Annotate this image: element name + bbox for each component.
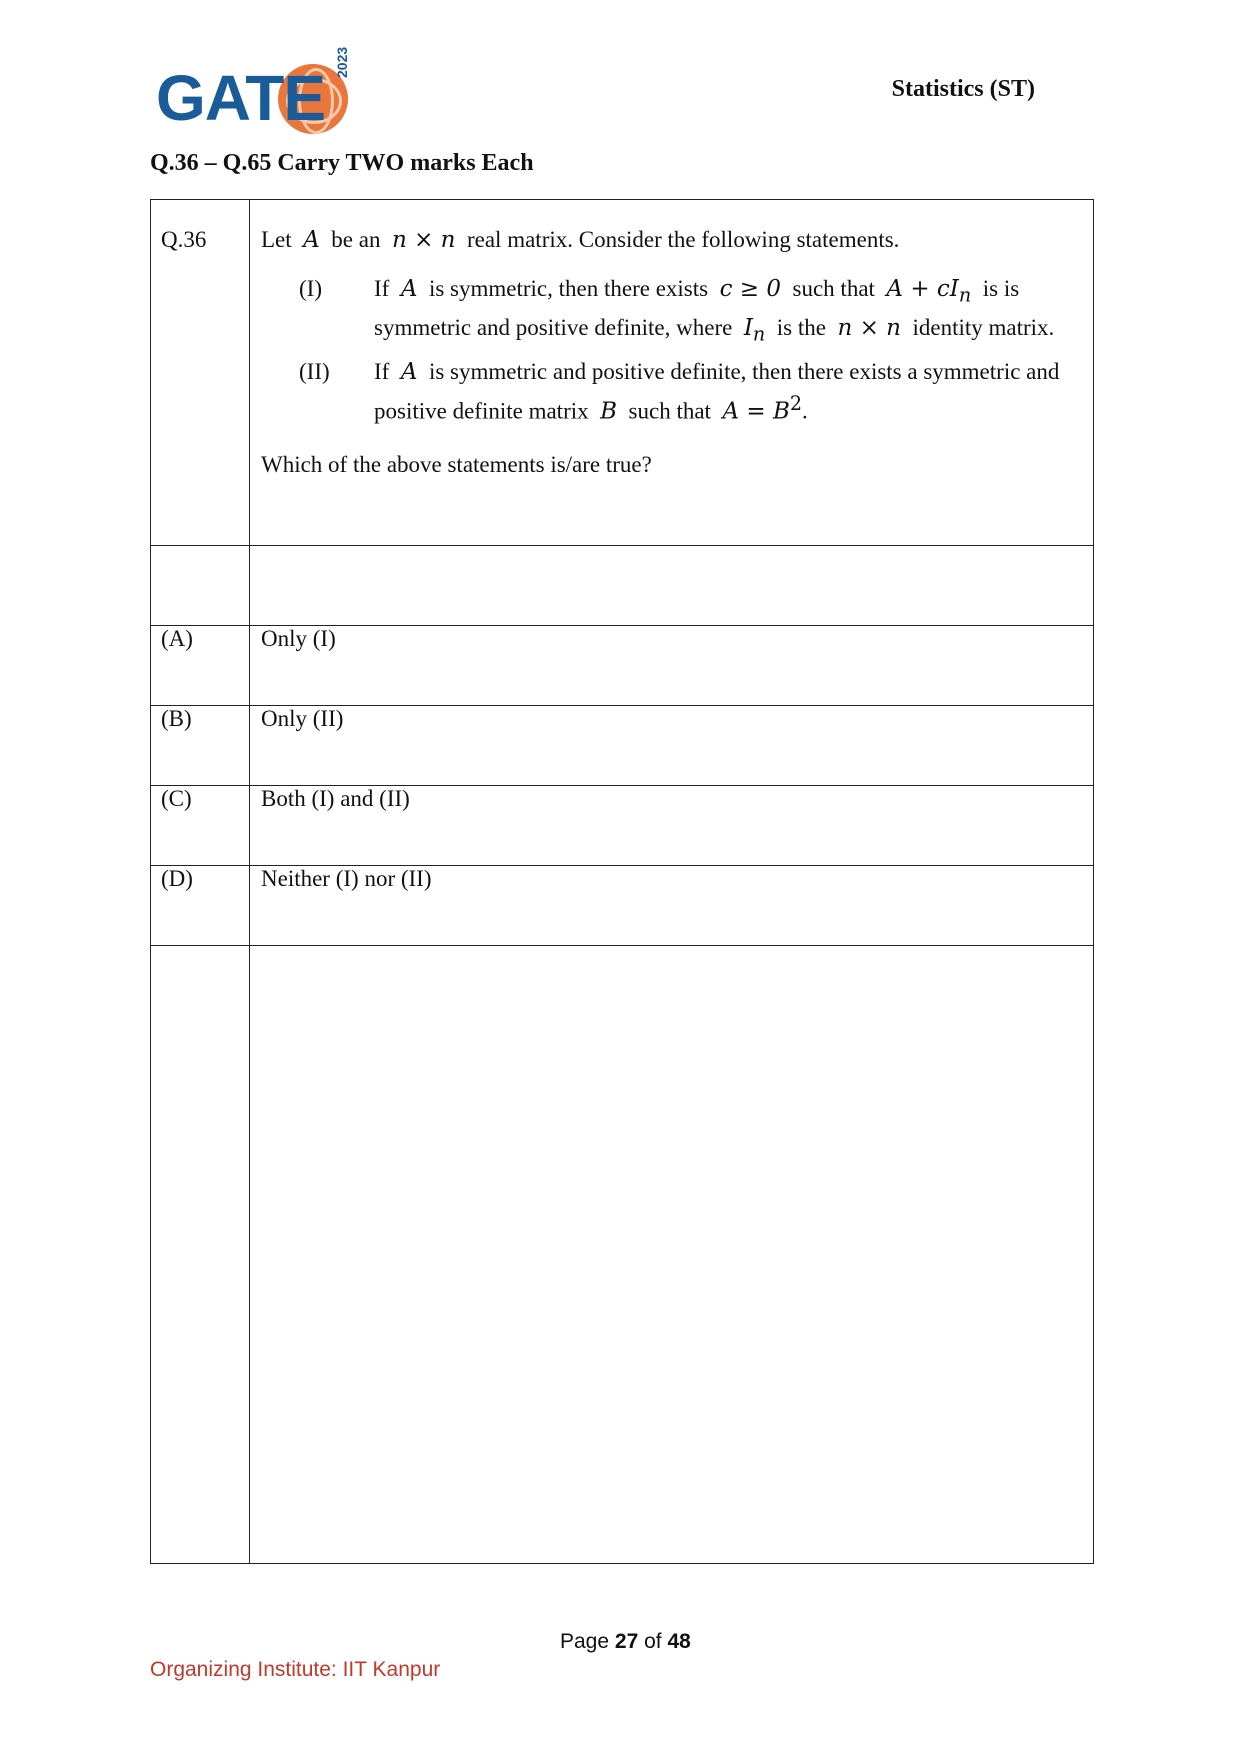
option-text: Only (I) — [250, 626, 1094, 706]
question-stem: Let A be an n × n real matrix. Consider the following statements. — [261, 227, 900, 253]
spacer-row — [151, 546, 1094, 626]
option-b-row[interactable] — [151, 706, 1094, 786]
logo-year: 2023 — [334, 46, 350, 78]
option-text: Only (II) — [250, 706, 1094, 786]
logo-text: GATE — [156, 62, 326, 134]
statement-label: (I) — [299, 276, 322, 301]
option-label: (D) — [151, 866, 250, 946]
rough-work-row — [151, 946, 1094, 1564]
statement-label: (II) — [299, 359, 330, 385]
option-label: (B) — [151, 706, 250, 786]
statement-text: If A is symmetric, then there exists c ≥ 0 such that $A + cI_n$ is is symmetric and positive definite, where $I_n$ is the n × n identity matrix. — [374, 276, 1055, 346]
statement-2 — [299, 356, 1093, 428]
section-heading: Q.36 – Q.65 Carry TWO marks Each — [150, 150, 534, 176]
question-number: Q.36 — [151, 200, 250, 546]
statement-1 — [299, 273, 1093, 350]
option-a-row[interactable] — [151, 626, 1094, 706]
option-text: Neither (I) nor (II) — [250, 866, 1094, 946]
option-text: Both (I) and (II) — [250, 786, 1094, 866]
question-prompt: Which of the above statements is/are true? — [261, 451, 652, 477]
option-label: (C) — [151, 786, 250, 866]
question-table — [150, 199, 1094, 1564]
question-row — [151, 200, 1094, 546]
option-d-row[interactable] — [151, 866, 1094, 946]
option-c-row[interactable] — [151, 786, 1094, 866]
organizer-text: Organizing Institute: IIT Kanpur — [150, 1658, 441, 1681]
option-label: (A) — [151, 626, 250, 706]
question-body — [250, 200, 1094, 546]
statement-text: If A is symmetric and positive definite, then there exists a symmetric and positive definite matrix B such that $A = B^2$. — [374, 359, 1060, 425]
gate-2023-logo — [156, 46, 356, 138]
page-number: Page 27 of 48 — [560, 1630, 691, 1653]
subject-title: Statistics (ST) — [891, 76, 1035, 102]
